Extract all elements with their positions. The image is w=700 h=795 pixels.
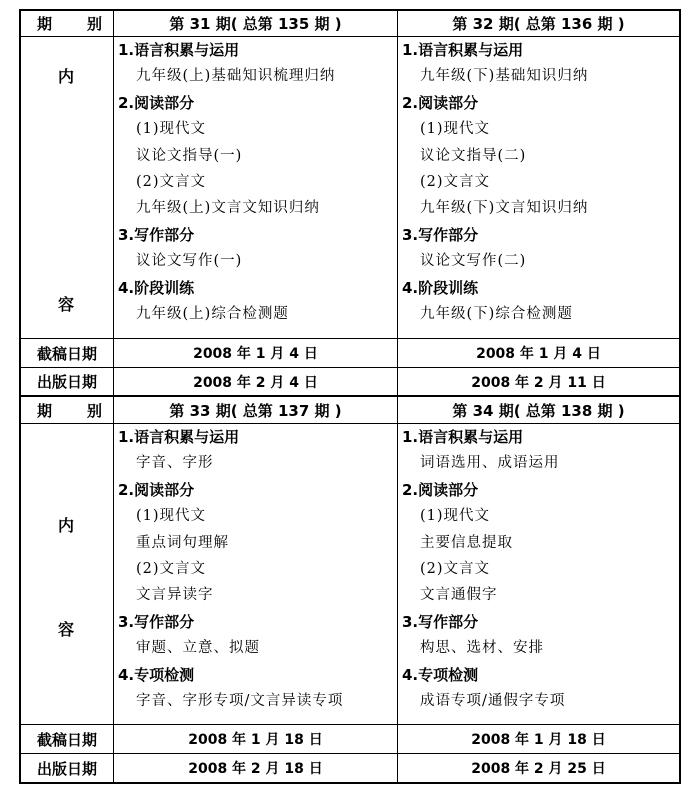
content-line: 文言异读字 <box>136 587 214 604</box>
content-label-char-1: 内 <box>58 67 75 86</box>
content-line: 1.语言积累与运用 <box>118 41 240 59</box>
period-label <box>21 11 113 36</box>
content-line: 文言通假字 <box>420 587 498 604</box>
content-line: 九年级(下)综合检测题 <box>420 305 573 322</box>
content-line: 1.语言积累与运用 <box>402 428 524 446</box>
draft-date-label: 截稿日期 <box>36 344 97 363</box>
publish-date: 2008 年 2 月 18 日 <box>188 761 323 777</box>
content-line: 议论文写作(一) <box>136 253 243 270</box>
content-line: 3.写作部分 <box>402 225 479 244</box>
content-line: 2.阅读部分 <box>402 480 479 499</box>
content-line: 九年级(上)基础知识梳理归纳 <box>136 68 336 85</box>
publish-date-label: 出版日期 <box>36 759 97 778</box>
issue-title: 第 33 期( 总第 137 期 ) <box>169 401 342 420</box>
content-line: 议论文指导(一) <box>136 147 243 164</box>
content-line: 构思、选材、安排 <box>420 640 544 657</box>
issue-content-list <box>398 37 679 327</box>
publish-date: 2008 年 2 月 11 日 <box>471 374 606 391</box>
content-line: (2)文言文 <box>420 173 491 190</box>
content-line: 2.阅读部分 <box>118 480 195 499</box>
issue-title: 第 34 期( 总第 138 期 ) <box>452 401 625 420</box>
content-line: 4.阶段训练 <box>118 278 195 297</box>
period-label-char-2: 别 <box>87 401 103 420</box>
content-line: (2)文言文 <box>136 560 207 577</box>
content-line: 字音、字形 <box>136 455 214 472</box>
period-label <box>21 397 113 423</box>
content-label-char-1: 内 <box>58 516 75 535</box>
period-label-char-2: 别 <box>87 15 103 33</box>
content-line: 主要信息提取 <box>420 534 513 551</box>
content-line: 3.写作部分 <box>118 612 195 631</box>
content-line: 2.阅读部分 <box>118 93 195 112</box>
period-label-char-1: 期 <box>37 15 53 33</box>
issue-content-list <box>398 424 679 714</box>
rule-bottom <box>19 782 681 784</box>
content-line: 九年级(上)文言文知识归纳 <box>136 200 320 217</box>
content-label-char-2: 容 <box>58 295 75 314</box>
period-label-char-1: 期 <box>37 401 53 420</box>
content-line: 词语选用、成语运用 <box>420 455 560 472</box>
content-label-char-2: 容 <box>58 620 75 639</box>
content-line: 议论文写作(二) <box>420 253 527 270</box>
content-line: 议论文指导(二) <box>420 147 527 164</box>
draft-date: 2008 年 1 月 18 日 <box>188 732 323 748</box>
content-line: (1)现代文 <box>420 508 491 525</box>
content-line: (2)文言文 <box>136 173 207 190</box>
content-line: 1.语言积累与运用 <box>118 428 240 446</box>
content-line: (1)现代文 <box>420 121 491 138</box>
draft-date-label: 截稿日期 <box>36 730 97 749</box>
content-line: 3.写作部分 <box>118 225 195 244</box>
issue-content-list <box>114 424 397 714</box>
draft-date: 2008 年 1 月 4 日 <box>193 346 318 362</box>
content-line: 九年级(下)文言知识归纳 <box>420 200 589 217</box>
content-line: (2)文言文 <box>420 560 491 577</box>
content-line: 审题、立意、拟题 <box>136 640 260 657</box>
publish-date: 2008 年 2 月 4 日 <box>193 374 318 391</box>
content-line: 九年级(下)基础知识归纳 <box>420 68 589 85</box>
content-line: 重点词句理解 <box>136 534 229 551</box>
content-line: (1)现代文 <box>136 508 207 525</box>
content-line: (1)现代文 <box>136 121 207 138</box>
rule-right <box>679 9 681 784</box>
content-line: 1.语言积累与运用 <box>402 41 524 59</box>
content-line: 九年级(上)综合检测题 <box>136 305 289 322</box>
publish-date-label: 出版日期 <box>36 373 97 391</box>
issue-title: 第 32 期( 总第 136 期 ) <box>452 15 625 33</box>
content-line: 成语专项/通假字专项 <box>420 692 566 709</box>
content-line: 4.专项检测 <box>402 665 479 684</box>
issue-content-list <box>114 37 397 327</box>
issue-title: 第 31 期( 总第 135 期 ) <box>169 15 342 33</box>
content-line: 3.写作部分 <box>402 612 479 631</box>
draft-date: 2008 年 1 月 4 日 <box>476 346 601 362</box>
content-line: 4.专项检测 <box>118 665 195 684</box>
content-line: 字音、字形专项/文言异读专项 <box>136 692 344 709</box>
content-line: 2.阅读部分 <box>402 93 479 112</box>
publish-date: 2008 年 2 月 25 日 <box>471 761 606 777</box>
content-line: 4.阶段训练 <box>402 278 479 297</box>
draft-date: 2008 年 1 月 18 日 <box>471 732 606 748</box>
